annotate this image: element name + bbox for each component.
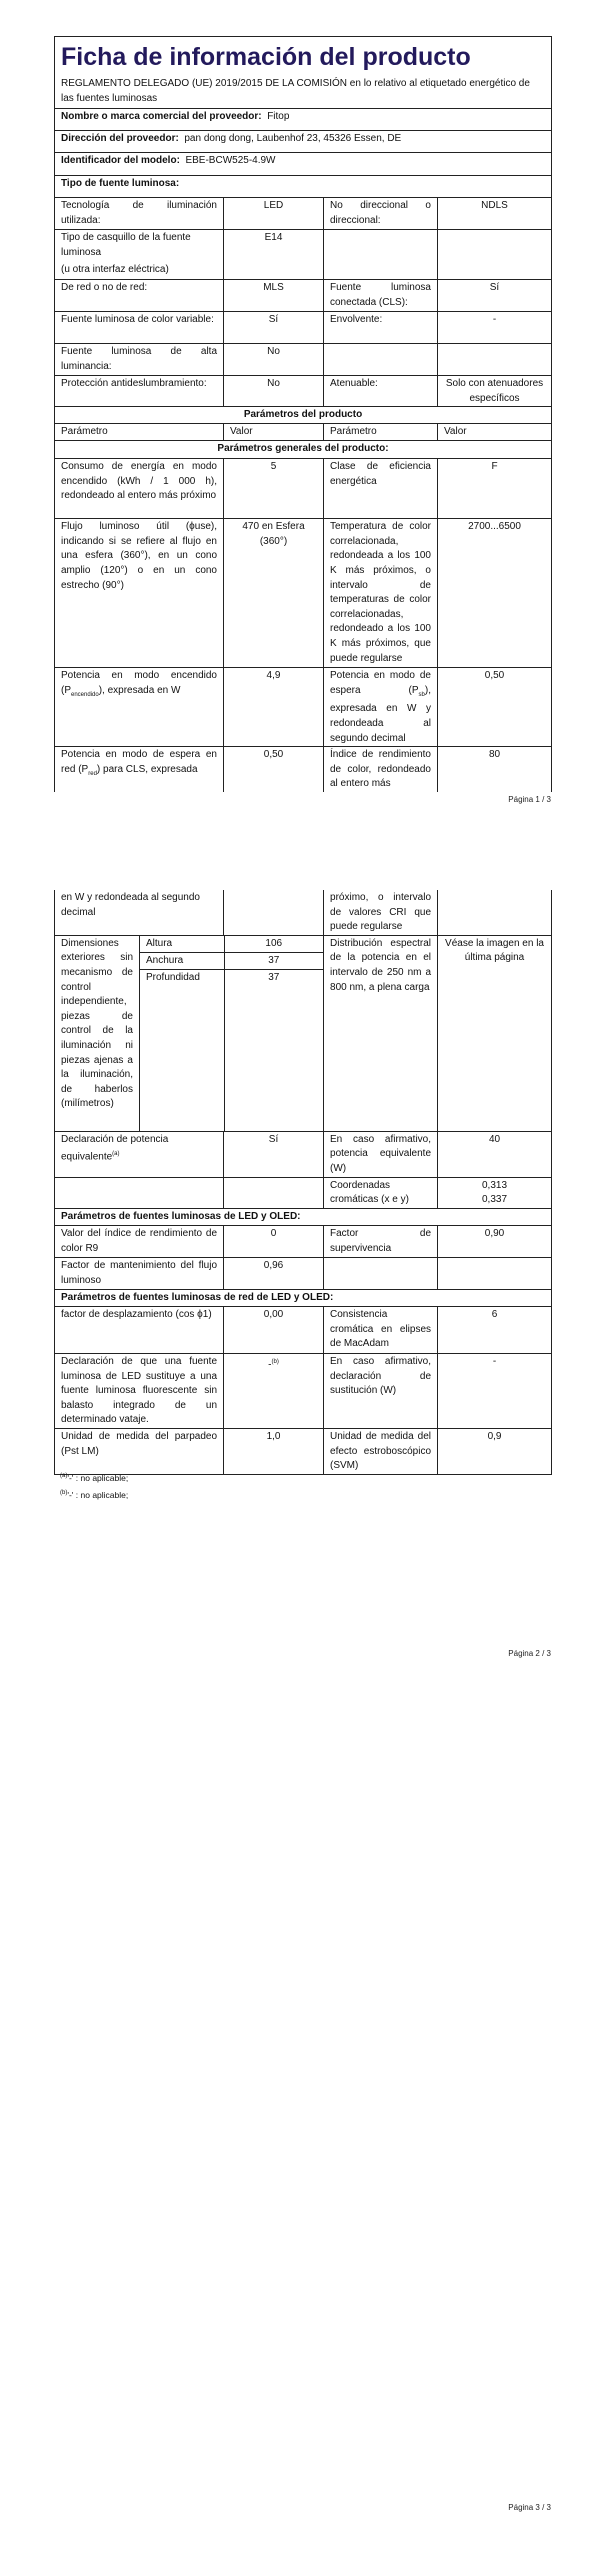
column-header: Parámetro <box>55 424 224 441</box>
param-label <box>55 230 224 280</box>
param-value <box>438 1257 552 1289</box>
param-value: F <box>438 459 552 519</box>
param-label <box>55 747 224 792</box>
text: Potencia en modo de espera en red (P <box>61 749 217 775</box>
param-label: Atenuable: <box>324 376 438 407</box>
model-label: Identificador del modelo: <box>61 155 180 166</box>
table-row <box>55 459 552 519</box>
text: ) para CLS, expresada <box>96 763 198 775</box>
param-value <box>438 890 552 935</box>
param-value: - <box>438 1353 552 1428</box>
param-label <box>55 668 224 747</box>
param-label: Consistencia cromática en elipses de MacAdam <box>324 1306 438 1353</box>
table-row <box>55 344 552 376</box>
dimension-row <box>140 969 323 1131</box>
param-value: MLS <box>224 280 324 312</box>
supplier-name-value: Fitop <box>267 111 290 122</box>
text: - <box>268 1359 272 1371</box>
param-value: 0,90 <box>438 1225 552 1257</box>
param-value: 0,96 <box>224 1257 324 1289</box>
table-row <box>55 519 552 668</box>
dimension-value: 37 <box>268 971 280 983</box>
param-value: 0 <box>224 1225 324 1257</box>
param-label <box>324 230 438 280</box>
param-label: En caso afirmativo, potencia equivalente (W) <box>324 1131 438 1177</box>
param-label: próximo, o intervalo de valores CRI que puede regularse <box>324 890 438 935</box>
param-value: 0,9 <box>438 1428 552 1474</box>
header-cell <box>55 37 552 109</box>
param-label: en W y redondeada al segundo decimal <box>55 890 224 935</box>
param-value: 40 <box>438 1131 552 1177</box>
table-row <box>55 668 552 747</box>
column-header: Parámetro <box>324 424 438 441</box>
param-label: Factor de supervivencia <box>324 1225 438 1257</box>
table-row <box>55 198 552 230</box>
general-params-header: Parámetros generales del producto: <box>55 441 552 459</box>
param-value: NDLS <box>438 198 552 230</box>
table-row <box>55 1177 552 1208</box>
param-value <box>438 1177 552 1208</box>
dimensions-values <box>140 935 324 1131</box>
table-row <box>55 280 552 312</box>
param-value <box>224 890 324 935</box>
param-label: Tecnología de iluminación utilizada: <box>55 198 224 230</box>
column-header: Valor <box>224 424 324 441</box>
footnote-text: '-' : no aplicable; <box>67 1490 129 1500</box>
text: Potencia en modo encendido (P <box>61 670 217 696</box>
param-label-note: (u otra interfaz eléctrica) <box>61 264 169 276</box>
column-header: Valor <box>438 424 552 441</box>
footnote-ref: (a) <box>112 1151 120 1158</box>
page-title: Ficha de información del producto <box>61 43 471 71</box>
param-label <box>324 668 438 747</box>
param-label: Envolvente: <box>324 312 438 344</box>
param-label <box>324 344 438 376</box>
param-label: Clase de eficiencia energética <box>324 459 438 519</box>
product-params-header: Parámetros del producto <box>55 407 552 424</box>
table-row <box>55 747 552 792</box>
param-value: 4,9 <box>224 668 324 747</box>
regulation-text: REGLAMENTO DELEGADO (UE) 2019/2015 DE LA COMISIÓN en lo relativo al etiquetado energético de las fuentes luminosas <box>61 78 530 104</box>
param-label <box>55 1177 224 1208</box>
param-value: E14 <box>224 230 324 280</box>
dimensions-row <box>55 935 552 1131</box>
page-number: Página 2 / 3 <box>508 1649 551 1658</box>
param-value <box>438 344 552 376</box>
subscript: sb <box>418 691 425 698</box>
param-value: Sí <box>224 1131 324 1177</box>
model-value: EBE-BCW525-4.9W <box>185 155 276 166</box>
param-label <box>324 1257 438 1289</box>
param-value: 0,50 <box>438 668 552 747</box>
subscript: red <box>88 770 97 777</box>
param-label: Valor del índice de rendimiento de color R9 <box>55 1225 224 1257</box>
text: Declaración de potencia equivalente <box>61 1133 169 1163</box>
page-number: Página 3 / 3 <box>508 2503 551 2512</box>
supplier-name-label: Nombre o marca comercial del proveedor: <box>61 111 262 122</box>
dimensions-label: Dimensiones exteriores sin mecanismo de control independiente, piezas de control de la iluminación ni piezas ajenas a la iluminación, de haberlos (milímetros) <box>55 935 140 1131</box>
param-label-text: Tipo de casquillo de la fuente luminosa <box>61 232 191 258</box>
param-value: - <box>438 312 552 344</box>
supplier-address-row <box>55 131 552 153</box>
param-label: Fuente luminosa de color variable: <box>55 312 224 344</box>
param-value: Sí <box>438 280 552 312</box>
param-value: LED <box>224 198 324 230</box>
param-value: 80 <box>438 747 552 792</box>
param-value <box>224 1353 324 1428</box>
chromaticity-x: 0,313 <box>482 1179 508 1191</box>
product-info-table-page-1 <box>54 36 552 792</box>
table-row <box>55 890 552 935</box>
param-label: Consumo de energía en modo encendido (kWh / 1 000 h), redondeado al entero más próximo <box>55 459 224 519</box>
param-value: 0,00 <box>224 1306 324 1353</box>
param-value: 6 <box>438 1306 552 1353</box>
table-row <box>55 1225 552 1257</box>
param-label: Factor de mantenimiento del flujo luminoso <box>55 1257 224 1289</box>
param-label: No direccional o direccional: <box>324 198 438 230</box>
param-value: 2700...6500 <box>438 519 552 668</box>
dimension-name: Altura <box>140 936 224 953</box>
footnote-text: '-' : no aplicable; <box>67 1473 129 1483</box>
light-source-type-label: Tipo de fuente luminosa: <box>55 176 552 198</box>
subscript: encendido <box>71 691 99 698</box>
footnote <box>60 1473 128 1483</box>
led-params-header: Parámetros de fuentes luminosas de LED y OLED: <box>55 1208 552 1225</box>
table-row <box>55 1428 552 1474</box>
param-label: Temperatura de color correlacionada, redondeada a los 100 K más próximos, o intervalo de temperaturas de color correlacionadas, redondeado a los 100 K más próximos, que puede regularse <box>324 519 438 668</box>
footnote-mark: (b) <box>60 1490 68 1497</box>
footnote-ref: (b) <box>271 1358 279 1365</box>
table-row <box>55 1131 552 1177</box>
param-value: No <box>224 376 324 407</box>
dimension-row <box>140 952 323 969</box>
param-label: Protección antideslumbramiento: <box>55 376 224 407</box>
supplier-name-row <box>55 109 552 131</box>
param-label: factor de desplazamiento (cos ϕ1) <box>55 1306 224 1353</box>
param-value: Véase la imagen en la última página <box>438 935 552 1131</box>
dimension-name: Anchura <box>140 952 224 969</box>
param-label: Coordenadas cromáticas (x e y) <box>324 1177 438 1208</box>
param-value <box>438 230 552 280</box>
param-label: Unidad de medida del efecto estroboscópico (SVM) <box>324 1428 438 1474</box>
table-row <box>55 230 552 280</box>
table-row <box>55 312 552 344</box>
param-value: 0,50 <box>224 747 324 792</box>
param-value: Sí <box>224 312 324 344</box>
param-label: Unidad de medida del parpadeo (Pst LM) <box>55 1428 224 1474</box>
dimension-name: Profundidad <box>140 969 224 1131</box>
text: ), expresada en W y redondeada al segundo decimal <box>330 684 431 744</box>
param-value: 470 en Esfera (360°) <box>224 519 324 668</box>
page-number: Página 1 / 3 <box>508 795 551 804</box>
param-label: En caso afirmativo, declaración de sustitución (W) <box>324 1353 438 1428</box>
model-row <box>55 153 552 176</box>
dimension-value: 106 <box>224 936 323 953</box>
product-info-table-page-2 <box>54 890 552 1475</box>
dimension-row <box>140 936 323 953</box>
param-label: Índice de rendimiento de color, redondeado al entero más <box>324 747 438 792</box>
supplier-address-value: pan dong dong, Laubenhof 23, 45326 Essen, DE <box>184 133 402 144</box>
table-row <box>55 1257 552 1289</box>
dimension-value: 37 <box>224 952 323 969</box>
param-value: Solo con atenuadores específicos <box>438 376 552 407</box>
column-header-row <box>55 424 552 441</box>
table-row <box>55 1353 552 1428</box>
table-row <box>55 1306 552 1353</box>
mains-led-params-header: Parámetros de fuentes luminosas de red de LED y OLED: <box>55 1289 552 1306</box>
text: ), expresada en W <box>98 684 181 696</box>
table-row <box>55 376 552 407</box>
param-value: No <box>224 344 324 376</box>
param-label: Fuente luminosa conectada (CLS): <box>324 280 438 312</box>
param-label: Fuente luminosa de alta luminancia: <box>55 344 224 376</box>
param-label <box>55 1131 224 1177</box>
param-label: Flujo luminoso útil (ϕuse), indicando si se refiere al flujo en una esfera (360°), en un cono amplio (120°) o en un cono estrecho (90°) <box>55 519 224 668</box>
param-label: De red o no de red: <box>55 280 224 312</box>
param-label: Declaración de que una fuente luminosa de LED sustituye a una fuente luminosa fluorescente sin balasto integrado de un determinado vataje. <box>55 1353 224 1428</box>
chromaticity-y: 0,337 <box>482 1194 508 1206</box>
footnote-mark: (a) <box>60 1473 68 1480</box>
param-value <box>224 1177 324 1208</box>
footnote <box>60 1490 128 1500</box>
text: Potencia en modo de espera (P <box>330 670 431 696</box>
supplier-address-label: Dirección del proveedor: <box>61 133 179 144</box>
param-label: Distribución espectral de la potencia en el intervalo de 250 nm a 800 nm, a plena carga <box>324 935 438 1131</box>
param-value: 5 <box>224 459 324 519</box>
param-value: 1,0 <box>224 1428 324 1474</box>
